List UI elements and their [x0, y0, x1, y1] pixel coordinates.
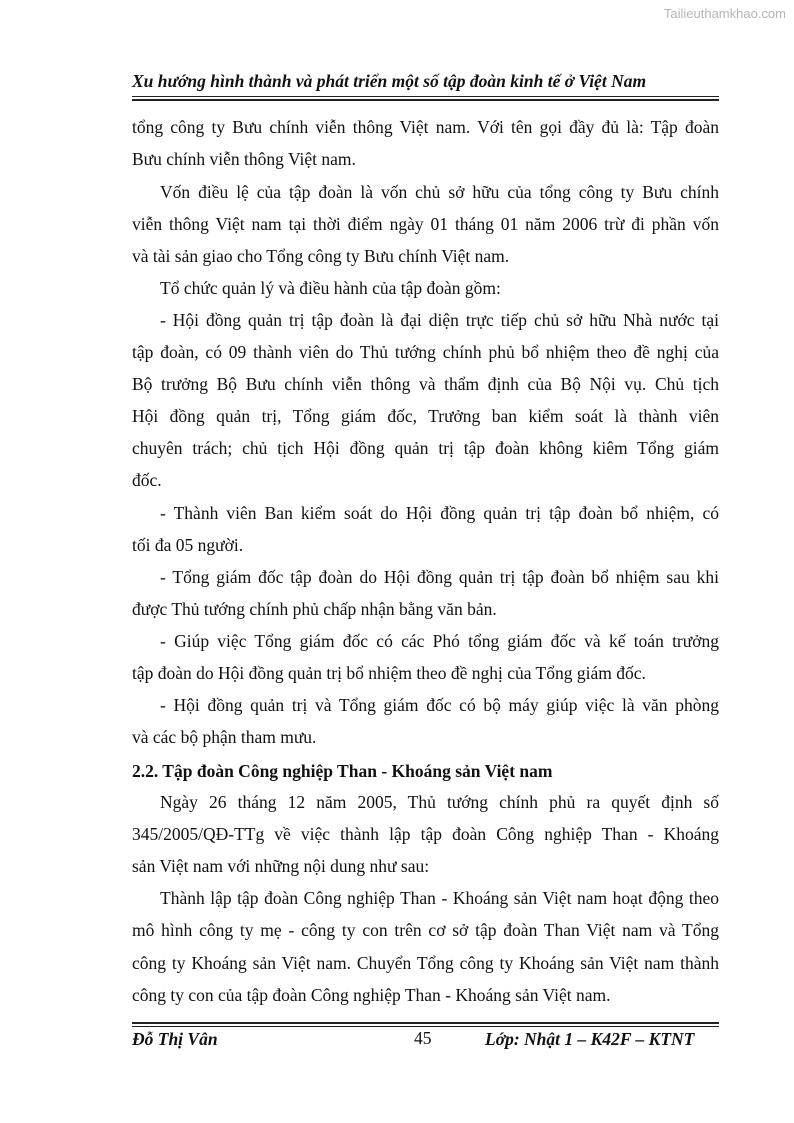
- list-item: - Tổng giám đốc tập đoàn do Hội đồng quản trị tập đoàn bổ nhiệm sau khi: [160, 567, 719, 587]
- list-item: - Giúp việc Tổng giám đốc có các Phó tổng giám đốc và kế toán trưởng: [160, 631, 719, 651]
- paragraph-start: Tổ chức quản lý và điều hành của tập đoàn gồm:: [160, 278, 501, 298]
- list-item: - Hội đồng quản trị và Tổng giám đốc có bộ máy giúp việc là văn phòng: [160, 695, 719, 715]
- body-line: tập đoàn, có 09 thành viên do Thủ tướng chính phủ bổ nhiệm theo đề nghị của: [132, 342, 719, 362]
- footer-class-info: Lớp: Nhật 1 – K42F – KTNT: [485, 1029, 695, 1049]
- body-line: và tài sản giao cho Tổng công ty Bưu chính Việt nam.: [132, 246, 510, 266]
- body-line: tối đa 05 người.: [132, 535, 244, 555]
- footer-rule-thick: [132, 1022, 719, 1024]
- list-item: - Hội đồng quản trị tập đoàn là đại diện trực tiếp chủ sở hữu Nhà nước tại: [160, 310, 719, 330]
- watermark: Tailieuthamkhao.com: [663, 6, 786, 21]
- body-line: Hội đồng quản trị, Tổng giám đốc, Trưởng ban kiểm soát là thành viên: [132, 406, 719, 426]
- body-line: Bưu chính viễn thông Việt nam.: [132, 149, 356, 169]
- body-line: được Thủ tướng chính phủ chấp nhận bằng văn bản.: [132, 599, 497, 619]
- list-item: - Thành viên Ban kiểm soát do Hội đồng quản trị tập đoàn bổ nhiệm, có: [160, 503, 719, 523]
- body-line: chuyên trách; chủ tịch Hội đồng quản trị tập đoàn không kiêm Tổng giám: [132, 438, 719, 458]
- paragraph-start: Vốn điều lệ của tập đoàn là vốn chủ sở hữu của tổng công ty Bưu chính: [160, 182, 719, 202]
- body-line: đốc.: [132, 470, 162, 490]
- paragraph-start: Ngày 26 tháng 12 năm 2005, Thủ tướng chính phủ ra quyết định số: [160, 792, 719, 812]
- page-number: 45: [414, 1028, 432, 1048]
- body-line: tổng công ty Bưu chính viễn thông Việt nam. Với tên gọi đầy đủ là: Tập đoàn: [132, 117, 719, 137]
- body-line: sản Việt nam với những nội dung như sau:: [132, 856, 430, 876]
- body-line: Bộ trưởng Bộ Bưu chính viễn thông và thẩm định của Bộ Nội vụ. Chủ tịch: [132, 374, 719, 394]
- header-rule-thick: [132, 99, 719, 101]
- body-line: mô hình công ty mẹ - công ty con trên cơ sở tập đoàn Than Việt nam và Tổng: [132, 920, 719, 940]
- header-rule: [132, 96, 719, 97]
- body-line: viễn thông Việt nam tại thời điểm ngày 01 tháng 01 năm 2006 trừ đi phần vốn: [132, 214, 719, 234]
- footer-rule: [132, 1026, 719, 1027]
- body-line: công ty Khoáng sản Việt nam. Chuyển Tổng công ty Khoáng sản Việt nam thành: [132, 953, 719, 973]
- body-line: tập đoàn do Hội đồng quản trị bổ nhiệm theo đề nghị của Tổng giám đốc.: [132, 663, 646, 683]
- footer-author: Đỗ Thị Vân: [132, 1029, 218, 1049]
- body-line: 345/2005/QĐ-TTg về việc thành lập tập đoàn Công nghiệp Than - Khoáng: [132, 824, 719, 844]
- body-line: công ty con của tập đoàn Công nghiệp Than - Khoáng sản Việt nam.: [132, 985, 611, 1005]
- paragraph-start: Thành lập tập đoàn Công nghiệp Than - Khoáng sản Việt nam hoạt động theo: [160, 888, 719, 908]
- page-header-title: Xu hướng hình thành và phát triển một số tập đoàn kinh tế ở Việt Nam: [132, 71, 647, 91]
- body-line: và các bộ phận tham mưu.: [132, 727, 317, 747]
- section-heading: 2.2. Tập đoàn Công nghiệp Than - Khoáng sản Việt nam: [132, 761, 553, 781]
